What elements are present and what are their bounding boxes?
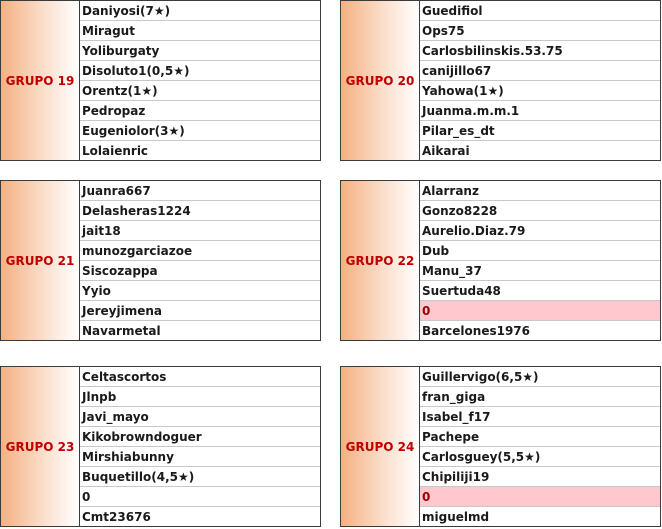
player-cell: Miragut xyxy=(80,21,320,41)
player-cell: Javi_mayo xyxy=(80,407,320,427)
player-cell: Yoliburgaty xyxy=(80,41,320,61)
player-cell: Barcelones1976 xyxy=(422,323,530,338)
player-cell: Jereyjimena xyxy=(80,301,320,321)
player-cell: Juanma.m.m.1 xyxy=(420,101,660,121)
player-cell: Celtascortos xyxy=(80,367,320,387)
player-cell: Cmt23676 xyxy=(82,509,151,524)
player-cell: Disoluto1(0,5★) xyxy=(80,61,320,81)
player-cell: Isabel_f17 xyxy=(420,407,660,427)
group-table xyxy=(0,0,321,161)
player-cell: Navarmetal xyxy=(82,323,161,338)
player-list xyxy=(80,1,320,160)
player-cell: Buquetillo(4,5★) xyxy=(80,467,320,487)
player-cell: Suertuda48 xyxy=(420,281,660,301)
player-cell: fran_giga xyxy=(420,387,660,407)
player-cell: Carlosbilinskis.53.75 xyxy=(420,41,660,61)
player-cell: Guillervigo(6,5★) xyxy=(420,367,660,387)
player-cell: Kikobrowndoguer xyxy=(80,427,320,447)
player-cell: canijillo67 xyxy=(420,61,660,81)
player-list xyxy=(80,367,320,526)
player-cell: Pilar_es_dt xyxy=(420,121,660,141)
player-cell: Pedropaz xyxy=(80,101,320,121)
player-list xyxy=(420,367,660,526)
group-label: GRUPO 19 xyxy=(1,1,80,160)
player-cell: 0 xyxy=(80,487,320,507)
player-cell: 0 xyxy=(420,487,660,507)
player-cell: Juanra667 xyxy=(80,181,320,201)
group-label: GRUPO 23 xyxy=(1,367,80,526)
group-table xyxy=(340,180,661,341)
player-cell: miguelmd xyxy=(422,509,490,524)
player-cell: Aikarai xyxy=(422,143,470,158)
group-table xyxy=(0,366,321,527)
group-table xyxy=(0,180,321,341)
player-cell: Chipiliji19 xyxy=(420,467,660,487)
player-cell: 0 xyxy=(420,301,660,321)
player-cell: Siscozappa xyxy=(80,261,320,281)
player-cell: Yahowa(1★) xyxy=(420,81,660,101)
player-cell: Pachepe xyxy=(420,427,660,447)
player-cell: Alarranz xyxy=(420,181,660,201)
player-cell: Mirshiabunny xyxy=(80,447,320,467)
player-cell: Orentz(1★) xyxy=(80,81,320,101)
group-table xyxy=(340,366,661,527)
group-table xyxy=(340,0,661,161)
player-list xyxy=(420,181,660,340)
player-list xyxy=(420,1,660,160)
player-cell: Daniyosi(7★) xyxy=(80,1,320,21)
player-cell: Guedifiol xyxy=(420,1,660,21)
player-cell: Aurelio.Diaz.79 xyxy=(420,221,660,241)
player-cell: Eugeniolor(3★) xyxy=(80,121,320,141)
player-cell: Manu_37 xyxy=(420,261,660,281)
player-cell: Delasheras1224 xyxy=(80,201,320,221)
group-label: GRUPO 22 xyxy=(341,181,420,340)
player-cell: Ops75 xyxy=(420,21,660,41)
group-label: GRUPO 24 xyxy=(341,367,420,526)
player-cell: Gonzo8228 xyxy=(420,201,660,221)
group-label: GRUPO 20 xyxy=(341,1,420,160)
player-list xyxy=(80,181,320,340)
group-label: GRUPO 21 xyxy=(1,181,80,340)
player-cell: Yyio xyxy=(80,281,320,301)
player-cell: munozgarciazoe xyxy=(80,241,320,261)
player-cell: Jlnpb xyxy=(80,387,320,407)
player-cell: Carlosguey(5,5★) xyxy=(420,447,660,467)
player-cell: jait18 xyxy=(80,221,320,241)
player-cell: Dub xyxy=(420,241,660,261)
player-cell: Lolaienric xyxy=(82,143,149,158)
